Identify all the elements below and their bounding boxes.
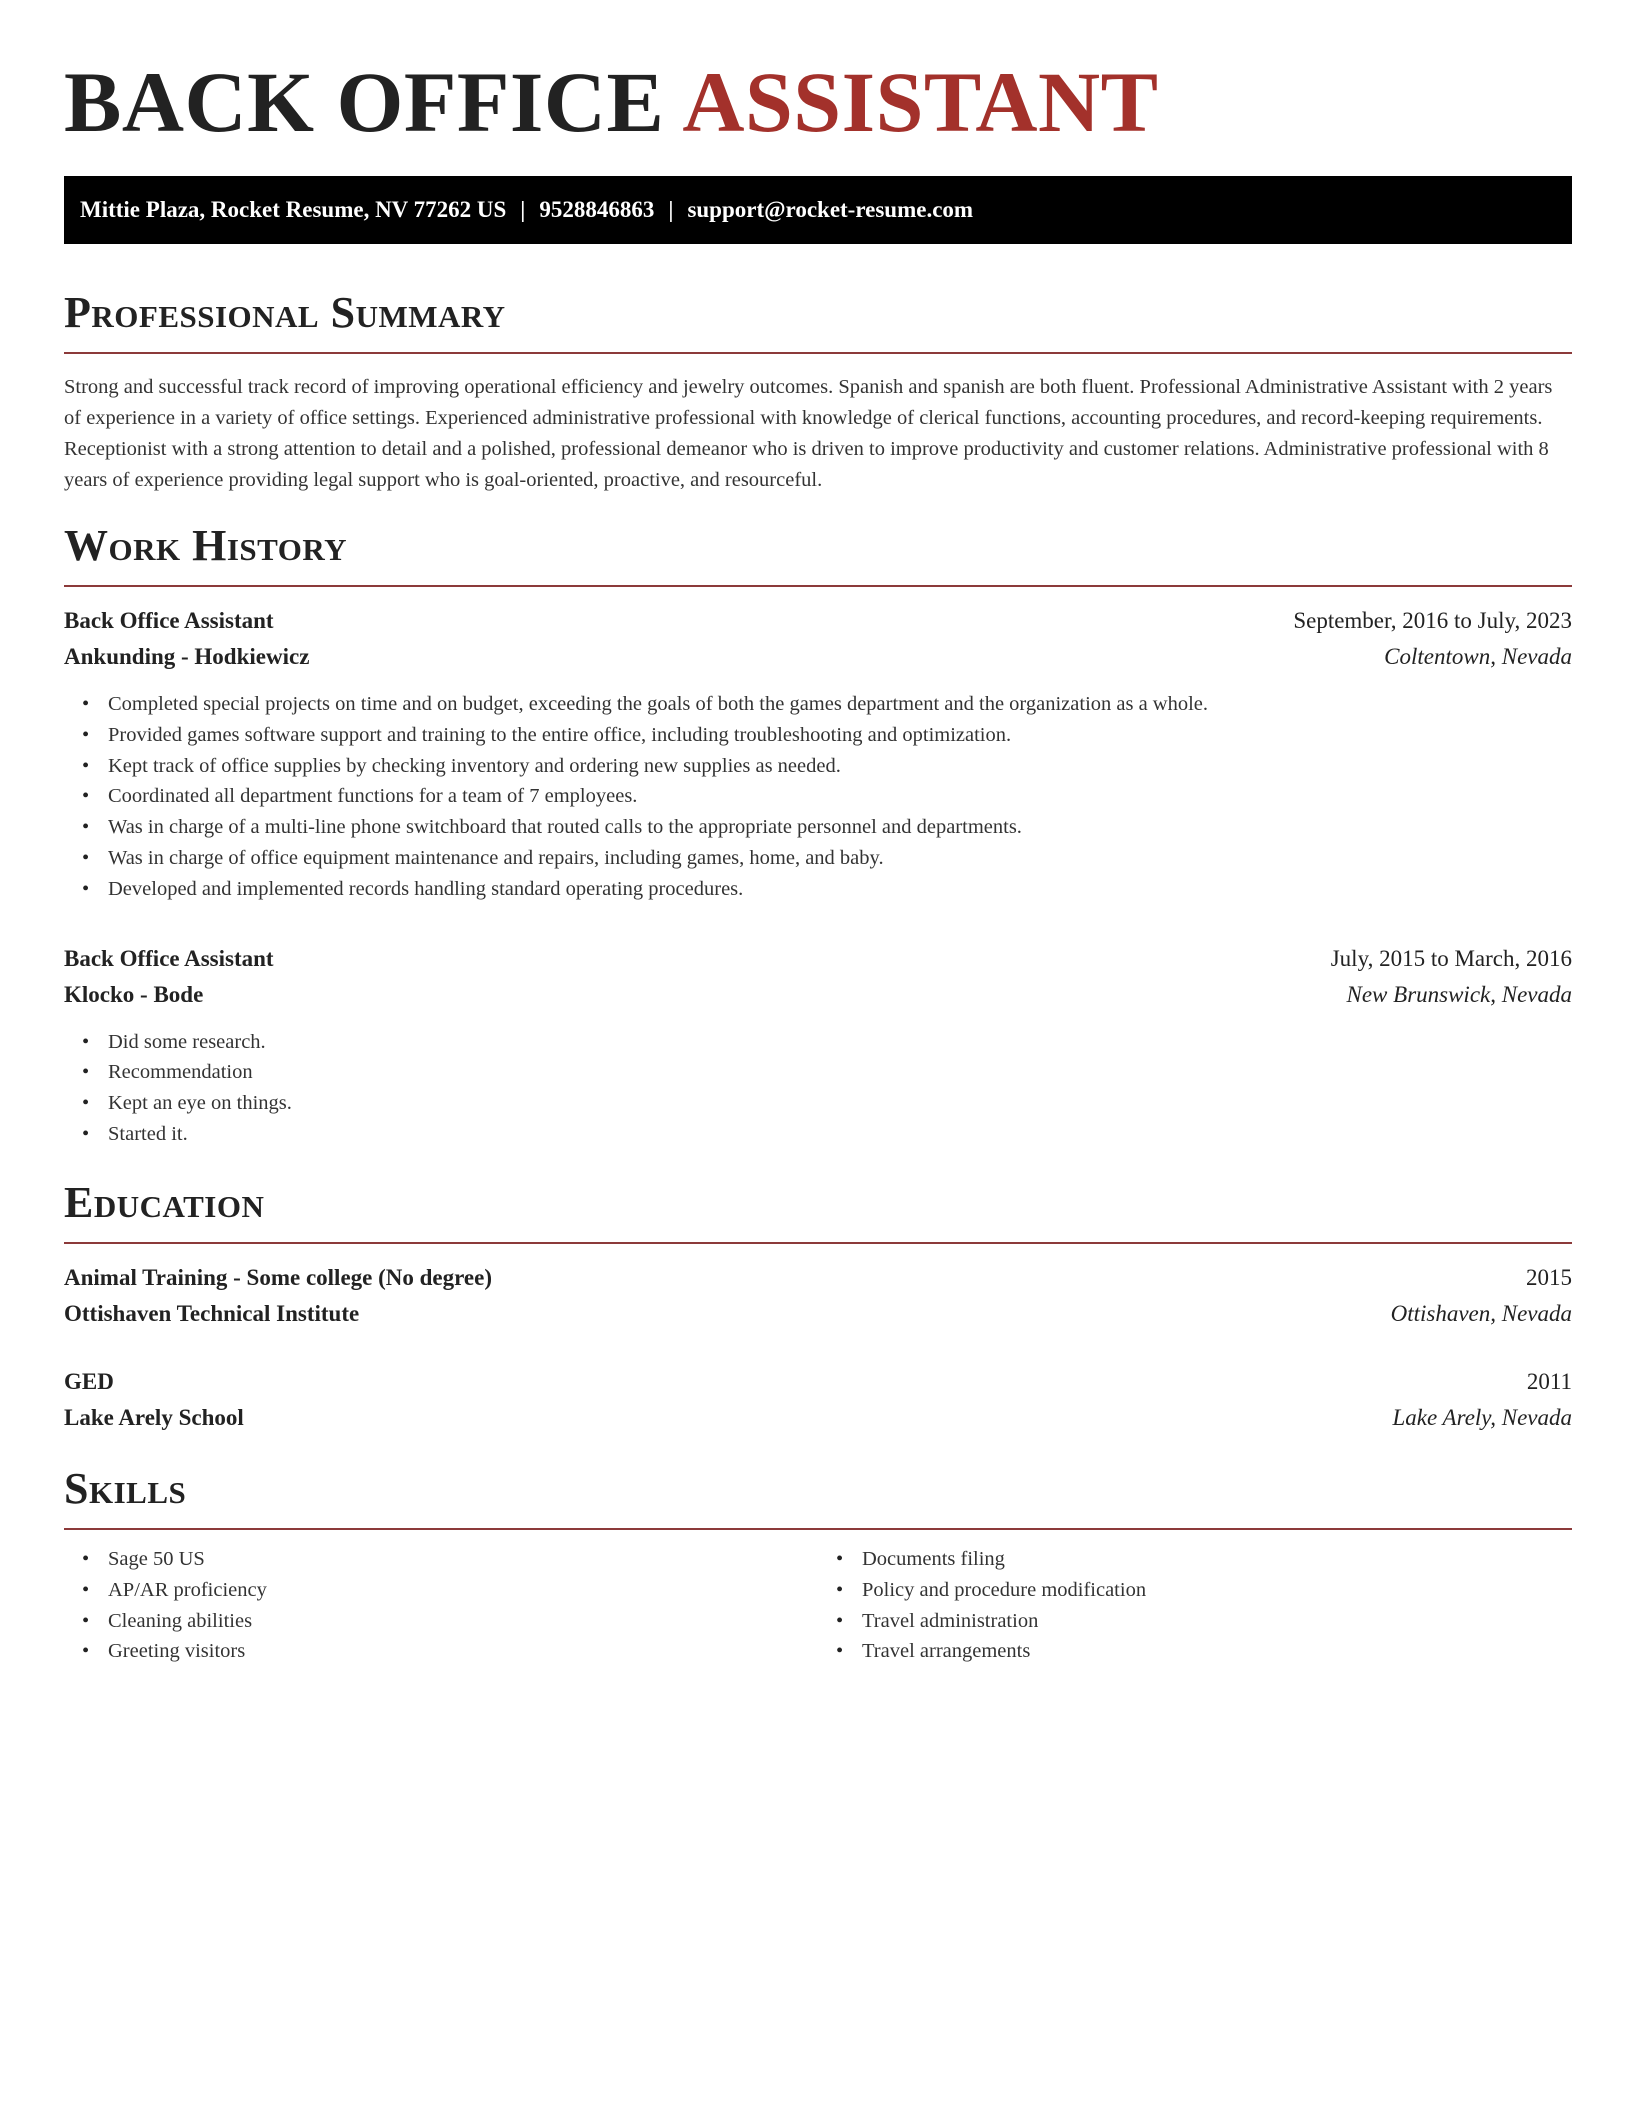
contact-phone: 9528846863 xyxy=(539,197,655,222)
contact-address: Mittie Plaza, Rocket Resume, NV 77262 US xyxy=(80,197,507,222)
section-title-summary: Professional Summary xyxy=(64,288,506,337)
list-item: • Developed and implemented records handling standard operating procedures. xyxy=(108,874,1572,905)
resume-name xyxy=(64,56,1159,148)
job-dates: September, 2016 to July, 2023 xyxy=(1293,608,1572,633)
list-item: • Kept an eye on things. xyxy=(108,1088,1572,1119)
skill-item: • Greeting visitors xyxy=(108,1636,818,1667)
name-first: BACK OFFICE xyxy=(64,54,665,150)
skill-item: • Cleaning abilities xyxy=(108,1606,818,1637)
education-degree: GED xyxy=(64,1369,114,1394)
skill-item: • Sage 50 US xyxy=(108,1544,818,1575)
list-item: • Started it. xyxy=(108,1119,1572,1150)
contact-separator: | xyxy=(668,197,674,222)
job-company: Klocko - Bode xyxy=(64,981,204,1007)
skills-list-left xyxy=(64,1544,818,1667)
skills-section xyxy=(64,1462,1572,1667)
job-location: Coltentown, Nevada xyxy=(1384,644,1572,669)
list-item: • Provided games software support and training to the entire office, including troubleshooting and optimization. xyxy=(108,720,1572,751)
education-location: Ottishaven, Nevada xyxy=(1390,1301,1572,1326)
section-divider xyxy=(64,585,1572,587)
education-entry xyxy=(64,1260,1572,1332)
section-divider xyxy=(64,352,1572,354)
education-year: 2015 xyxy=(1526,1265,1572,1290)
skills-list-right xyxy=(818,1544,1572,1667)
education-entry xyxy=(64,1364,1572,1436)
education-school: Ottishaven Technical Institute xyxy=(64,1301,360,1326)
skill-item: • Documents filing xyxy=(862,1544,1572,1575)
job-position: Back Office Assistant xyxy=(64,945,274,971)
skills-columns xyxy=(64,1544,1572,1667)
list-item: • Was in charge of office equipment maintenance and repairs, including games, home, and baby. xyxy=(108,843,1572,874)
contact-bar xyxy=(64,176,1572,244)
job-location: New Brunswick, Nevada xyxy=(1346,981,1572,1007)
skill-item: • Policy and procedure modification xyxy=(862,1575,1572,1606)
section-title-work-history: Work History xyxy=(64,521,348,570)
job-position: Back Office Assistant xyxy=(64,608,274,633)
list-item: • Recommendation xyxy=(108,1057,1572,1088)
education-degree: Animal Training - Some college (No degree) xyxy=(64,1265,492,1290)
section-title-skills: Skills xyxy=(64,1464,187,1513)
education-section xyxy=(64,1176,1572,1436)
education-location: Lake Arely, Nevada xyxy=(1392,1405,1572,1430)
education-school: Lake Arely School xyxy=(64,1405,244,1430)
section-divider xyxy=(64,1528,1572,1530)
job-entry xyxy=(64,941,1572,1150)
summary-section xyxy=(64,286,1572,496)
contact-email: support@rocket-resume.com xyxy=(687,197,974,222)
contact-separator: | xyxy=(520,197,526,222)
name-last: ASSISTANT xyxy=(682,54,1159,150)
job-company: Ankunding - Hodkiewicz xyxy=(64,644,310,669)
skill-item: • Travel administration xyxy=(862,1606,1572,1637)
list-item: • Coordinated all department functions for a team of 7 employees. xyxy=(108,781,1572,812)
work-history-section xyxy=(64,519,1572,1150)
job-dates: July, 2015 to March, 2016 xyxy=(1330,945,1572,971)
job-duties-list xyxy=(64,689,1572,905)
list-item: • Did some research. xyxy=(108,1027,1572,1058)
section-divider xyxy=(64,1242,1572,1244)
section-title-education: Education xyxy=(64,1178,265,1227)
job-entry xyxy=(64,603,1572,905)
list-item: • Was in charge of a multi-line phone switchboard that routed calls to the appropriate personnel and departments. xyxy=(108,812,1572,843)
education-year: 2011 xyxy=(1526,1369,1572,1394)
summary-text: Strong and successful track record of improving operational efficiency and jewelry outcomes. Spanish and spanish are both fluent. Professional Administrative Assistant with 2 years of experience in a variety of office settings. Experienced administrative professional with knowledge of clerical functions, accounting procedures, and record-keeping requirements. Receptionist with a strong attention to detail and a polished, professional demeanor who is driven to improve productivity and customer relations. Administrative professional with 8 years of experience providing legal support who is goal-oriented, proactive, and resourceful. xyxy=(64,376,1553,491)
skill-item: • Travel arrangements xyxy=(862,1636,1572,1667)
skill-item: • AP/AR proficiency xyxy=(108,1575,818,1606)
list-item: • Kept track of office supplies by checking inventory and ordering new supplies as needed. xyxy=(108,751,1572,782)
job-duties-list xyxy=(64,1027,1572,1150)
list-item: • Completed special projects on time and on budget, exceeding the goals of both the games department and the organization as a whole. xyxy=(108,689,1572,720)
